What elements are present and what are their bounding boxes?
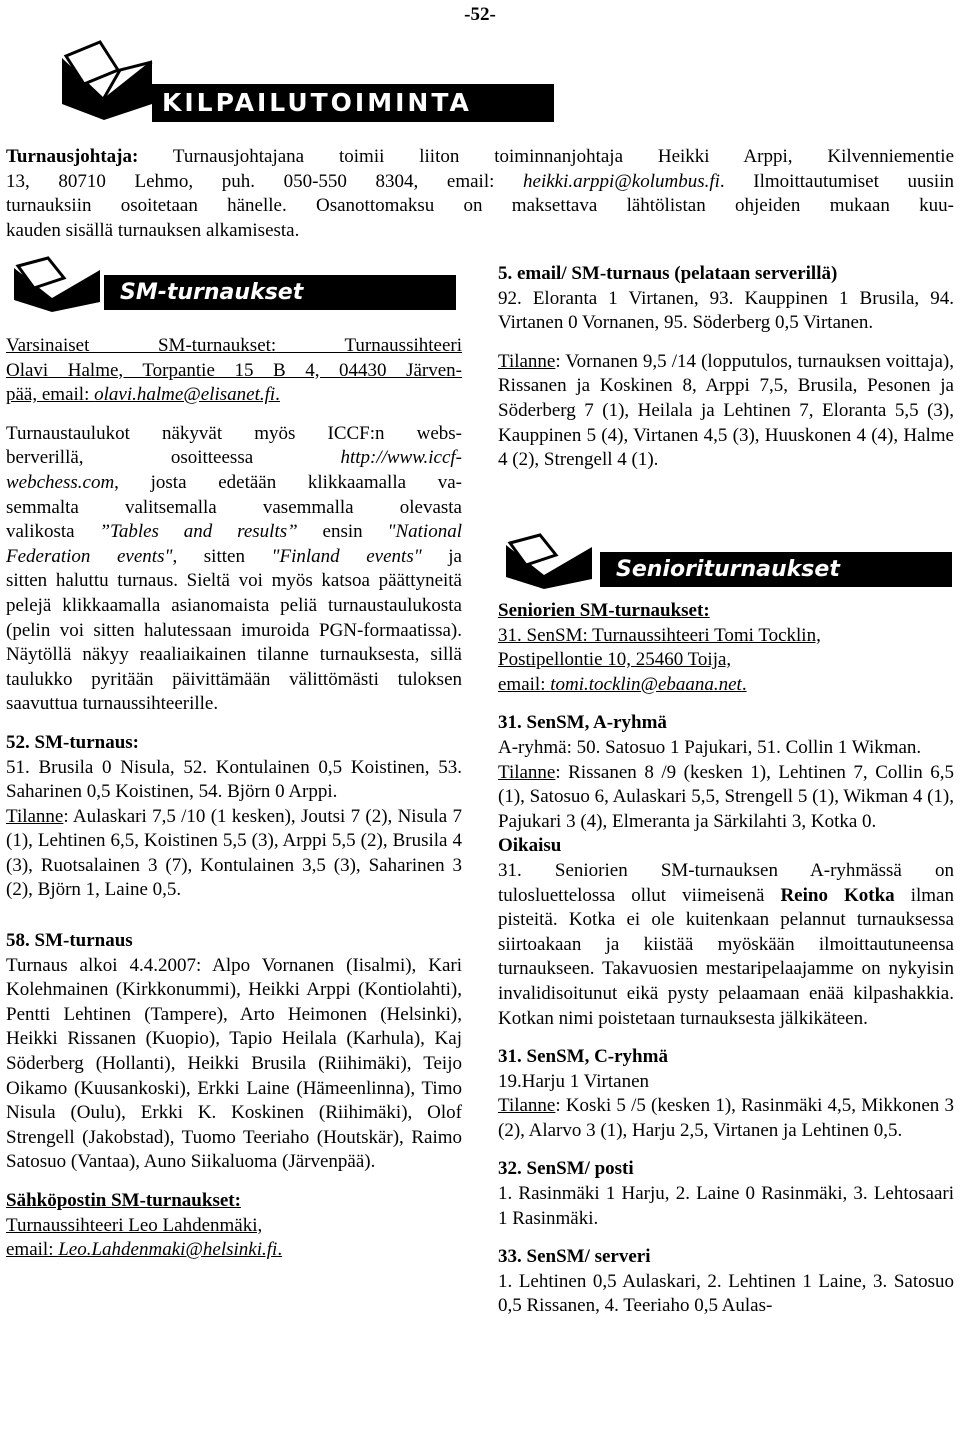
iccf-url-link-part-1[interactable]: http://www.iccf-: [340, 447, 462, 469]
intro-email-link[interactable]: heikki.arppi@kolumbus.fi: [523, 170, 720, 192]
sen31a-results: A-ryhmä: 50. Satosuo 1 Pajukari, 51. Collin 1 Wikman.: [498, 736, 922, 758]
left-column: [6, 334, 462, 1263]
t5-tilanne: [498, 350, 954, 473]
varsinaiset-email-link[interactable]: olavi.halme@elisanet.fi: [94, 384, 276, 406]
sen31a-heading: 31. SenSM, A-ryhmä: [498, 712, 667, 734]
iccf-line-5: [6, 520, 462, 545]
oikaisu-name: Reino Kotka: [780, 884, 895, 906]
t5-tilanne-label: Tilanne: [498, 350, 556, 372]
oikaisu-text-a: 31. Seniorien SM-turnauksen A-ryhmässä on tulosluettelossa ollut viimeisenä: [498, 859, 954, 906]
t52-results: 51. Brusila 0 Nisula, 52. Kontulainen 0,5 Koistinen, 53. Saharinen 0,5 Koistinen, 54. Björn 0 Arppi.: [6, 756, 462, 803]
sen31c-results: 19.Harju 1 Virtanen: [498, 1070, 649, 1092]
intro-line-2: [6, 170, 954, 195]
senior-heading-text: Seniorien SM-turnaukset:: [498, 600, 710, 621]
varsinaiset-line-3-text: pää, email:: [6, 384, 95, 406]
email-sm-line-2-wrap: [6, 1239, 282, 1260]
t58-heading: 58. SM-turnaus: [6, 930, 133, 952]
senior-line-1: [498, 624, 954, 649]
oikaisu-text: [498, 859, 954, 1031]
iccf-finland-events: "Finland events": [271, 545, 422, 567]
senior-email-link[interactable]: tomi.tocklin@ebaana.net: [550, 673, 742, 695]
varsinaiset-label: Varsinaiset SM-turnaukset:: [6, 335, 277, 356]
section-banner-sm-turnaukset: SM-turnaukset: [104, 275, 456, 310]
sen31c-tilanne-label: Tilanne: [498, 1095, 556, 1117]
senior-line-3-wrap: [498, 674, 747, 695]
intro-line-3: turnauksiin osoitetaan hänelle. Osanottomaksu on maksettava lähtölistan ohjeiden mukaan kuu-: [6, 195, 954, 217]
t5-tilanne-text: : Vornanen 9,5 /14 (lopputulos, turnauksen voittaja), Rissanen ja Koskinen 8, Arppi 7,5, Brusila, Pesonen ja Söderberg 7 (1), Heilala ja Lehtinen 7, Eloranta 5,5 (3), Kauppinen 5 (4), Virtanen 4,5 (3), Huuskonen 4 (4), Halme 4 (2), Strengell 4 (1).: [498, 350, 954, 471]
t5-results: 92. Eloranta 1 Virtanen, 93. Kauppinen 1 Brusila, 94. Virtanen 0 Vornanen, 95. Söderberg 0,5 Virtanen.: [498, 287, 954, 334]
sen31a-tilanne-label: Tilanne: [498, 761, 556, 783]
iccf-line-1: Turnaustaulukot näkyvät myös ICCF:n webs-: [6, 422, 462, 444]
intro-line-1: [6, 145, 954, 170]
section-banner-senioriturnaukset: Senioriturnaukset: [600, 552, 952, 587]
page-number: -52-: [464, 4, 496, 25]
sen31c-heading: 31. SenSM, C-ryhmä: [498, 1046, 668, 1068]
oikaisu-heading: Oikaisu: [498, 835, 562, 857]
email-sm-line-2: [6, 1238, 462, 1263]
email-sm-line-1: [6, 1214, 462, 1239]
iccf-federation-events: Federation events": [6, 545, 173, 567]
t5-heading: 5. email/ SM-turnaus (pelataan serverillä): [498, 263, 838, 284]
iccf-line-6-end: ja: [421, 545, 462, 567]
sen31a-tilanne: [498, 761, 954, 835]
senior-heading: [498, 599, 954, 624]
varsinaiset-line-3-end: .: [275, 384, 280, 406]
senior-line-3-end: .: [741, 673, 747, 695]
iccf-line-3: [6, 471, 462, 496]
intro-line-2-text: 13, 80710 Lehmo, puh. 050-550 8304, email:: [6, 170, 524, 192]
email-sm-heading: [6, 1189, 462, 1214]
iccf-line-5-text: valikosta: [6, 521, 100, 543]
email-sm-line-2-end: .: [277, 1239, 283, 1261]
t52-tilanne-label: Tilanne: [6, 805, 64, 827]
senior-line-2-text: Postipellontie 10, 25460 Toija,: [498, 649, 732, 671]
varsinaiset-line-2: Olavi Halme, Torpantie 15 B 4, 04430 Järven-: [6, 359, 462, 381]
sen33-heading: 33. SenSM/ serveri: [498, 1246, 651, 1268]
sen31a-tilanne-text: : Rissanen 8 /9 (kesken 1), Lehtinen 7, Collin 6,5 (1), Satosuo 6, Aulaskari 5,5, Strengell 5 (1), Wikman 4 (1), Pajukari 3 (4), Elmeranta ja Särkilahti 3, Kotka 0.: [498, 761, 954, 832]
right-column-senior: [498, 599, 954, 1319]
iccf-line-6: [6, 545, 462, 570]
intro-paragraph: [6, 145, 954, 243]
email-sm-line-2-text: email:: [6, 1239, 59, 1261]
email-sm-heading-text: Sähköpostin SM-turnaukset:: [6, 1190, 241, 1211]
iccf-url-link-part-2[interactable]: webchess.com: [6, 471, 115, 493]
t52-tilanne: [6, 805, 462, 903]
senior-line-3-text: email:: [498, 673, 551, 695]
intro-line-4: kauden sisällä turnauksen alkamisesta.: [6, 219, 300, 241]
sen32-heading: 32. SenSM/ posti: [498, 1158, 634, 1180]
t58-text: Turnaus alkoi 4.4.2007: Alpo Vornanen (Iisalmi), Kari Kolehmainen (Kirkkonummi), Heikki Arppi (Kontiolahti), Pentti Lehtinen (Tampere), Arto Heimonen (Helsinki), Heikki Rissanen (Kuopio), Tapio Heilala (Karhula), Kaj Söderberg (Hollanti), Heikki Brusila (Riihimäki), Teijo Oikamo (Kuusankoski), Erkki Laine (Hämeenlinna), Timo Nisula (Oulu), Erkki K. Koskinen (Riihimäki), Olof Strengell (Jakobstad), Tuomo Teeriaho (Houtskär), Raimo Satosuo (Vantaa), Auno Siikaluoma (Järvenpää).: [6, 954, 462, 1173]
iccf-line-3-text: , josta edetään klikkaamalla va-: [114, 471, 462, 493]
iccf-national: "National: [387, 521, 462, 543]
varsinaiset-line-1-rest: Turnaussihteeri: [276, 335, 462, 356]
senior-line-3: [498, 673, 954, 698]
sen33-text: 1. Lehtinen 0,5 Aulaskari, 2. Lehtinen 1 Laine, 3. Satosuo 0,5 Rissanen, 4. Teeriaho 0,5 Aulas-: [498, 1270, 954, 1317]
iccf-line-4: semmalta valitsemalla vasemmalla olevasta: [6, 496, 462, 518]
iccf-line-6-mid: , sitten: [172, 545, 272, 567]
open-book-icon: [504, 533, 596, 591]
t52-heading: 52. SM-turnaus:: [6, 731, 140, 753]
intro-line-1-text: Turnausjohtajana toimii liiton toiminnanjohtaja Heikki Arppi, Kilvenniementie: [138, 146, 954, 167]
sen32-text: 1. Rasinmäki 1 Harju, 2. Laine 0 Rasinmäki, 3. Lehtosaari 1 Rasinmäki.: [498, 1183, 954, 1229]
open-book-icon: [12, 256, 104, 314]
right-column: [498, 262, 954, 473]
t52-tilanne-text: : Aulaskari 7,5 /10 (1 kesken), Joutsi 7 (2), Nisula 7 (1), Lehtinen 6,5, Koistinen 5,5 (3), Arppi 5,5 (2), Brusila 4 (3), Ruotsalainen 3 (7), Kontulainen 3,5 (3), Saharinen 3 (2), Björn 1, Laine 0,5.: [6, 805, 462, 901]
oikaisu-text-b: ilman pisteitä. Kotka ei ole kuitenkaan pelannut turnauksessa siirtoakaan ja kiistää myöskään ilmoittautuneensa turnaukseen. Takavuosien mestaripelaajamme on nykyisin invalidisoitunut eikä pysty pelaamaan enää kilpashakkia. Kotkan nimi poistetaan turnauksesta jälkikäteen.: [498, 884, 954, 1029]
intro-label: Turnausjohtaja:: [6, 146, 139, 167]
iccf-line-2-text: berverillä, osoitteessa: [6, 447, 341, 469]
senior-line-1-text: 31. SenSM: Turnaussihteeri Tomi Tocklin,: [498, 624, 821, 646]
iccf-tables-results: ”Tables and results”: [99, 521, 298, 543]
email-sm-email-link[interactable]: Leo.Lahdenmaki@helsinki.fi: [58, 1239, 278, 1261]
open-book-icon: [58, 40, 158, 122]
section-banner-kilpailutoiminta: KILPAILUTOIMINTA: [152, 84, 554, 122]
iccf-line-5-mid: ensin: [297, 521, 388, 543]
sen31c-tilanne-text: : Koski 5 /5 (kesken 1), Rasinmäki 4,5, Mikkonen 3 (2), Alarvo 3 (1), Harju 2,5, Virtanen ja Lehtinen 0,5.: [498, 1095, 954, 1141]
senior-line-2: [498, 648, 954, 673]
varsinaiset-line-1: [6, 334, 462, 359]
sen31c-tilanne: [498, 1094, 954, 1143]
iccf-rest-paragraph: sitten haluttu turnaus. Sieltä voi myös katsoa päättyneitä pelejä klikkaamalla asianomaista peliä turnaustaulukosta (pelin voi sitten halutessaan imuroida PGN-formaatissa). Näytöllä näkyy reaaliaikainen tilanne turnauksesta, sillä taulukko pyritään päivittämään välittömästi tuloksen saavuttua turnaussihteerille.: [6, 570, 462, 715]
email-sm-line-1-text: Turnaussihteeri Leo Lahdenmäki,: [6, 1214, 263, 1236]
intro-line-2-rest: . Ilmoittautumiset uusiin: [719, 170, 954, 192]
iccf-line-2: [6, 446, 462, 471]
varsinaiset-line-3: [6, 383, 462, 408]
